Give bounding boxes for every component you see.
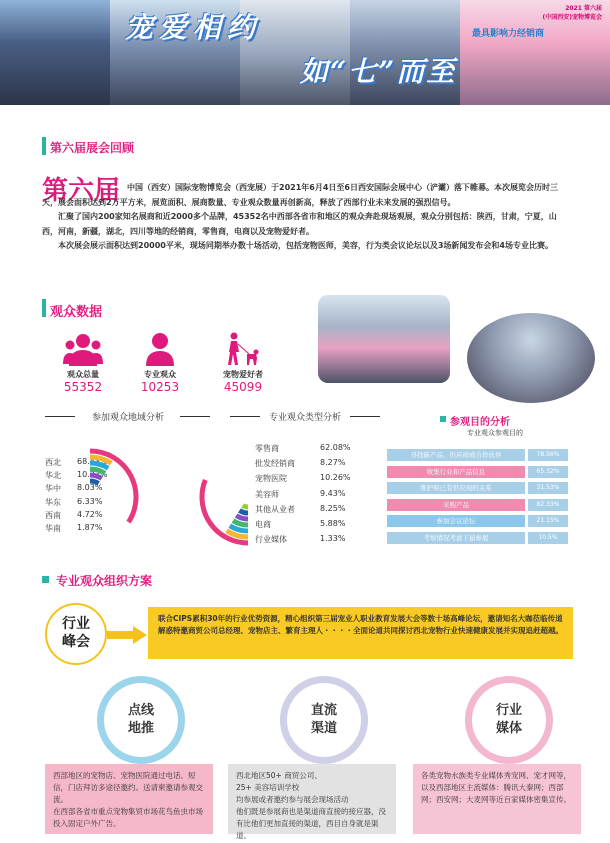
type-row-name: 其他从业者 (255, 504, 295, 514)
arc-segment (236, 516, 248, 519)
arc-segment (90, 475, 102, 478)
review-paragraph-3: 本次展会展示面积达到20000平米，现场同期举办数十场活动，包括宠物医师，美容，行为类会议论坛以及3场新闻发布会和4场专业比赛。 (58, 241, 553, 250)
region-row-pct: 1.87% (77, 523, 103, 532)
heading-marker (42, 137, 46, 155)
channel-label-line1: 点线 (127, 703, 154, 718)
type-row-pct: 62.08% (320, 443, 351, 452)
channel-label-line2: 渠道 (310, 721, 337, 736)
region-row-pct: 68.43% (77, 457, 108, 466)
stat-value-pet-lovers: 45099 (223, 380, 263, 394)
channel-circle (104, 683, 178, 757)
region-row-name: 西南 (45, 510, 61, 520)
purpose-pct: 65.32% (528, 466, 568, 478)
type-row-name: 电商 (255, 520, 271, 529)
region-row-name: 华中 (45, 484, 61, 494)
review-big-title: 第六届 (42, 176, 121, 206)
heading-marker (42, 576, 49, 583)
title-rule (230, 416, 260, 417)
channel-description: 西部地区的宠物店、宠物医院通过电话、短信，门店拜访多途径邀约。送请柬邀请参观交流。 在西部各省市重点宠物集贸市场花鸟鱼虫市场投入固定户外广告。 (45, 764, 213, 834)
type-arc-chart (178, 447, 248, 547)
channel-label-line2: 地推 (127, 721, 154, 736)
region-row-pct: 6.33% (77, 496, 103, 506)
type-row-pct: 1.33% (320, 534, 346, 544)
purpose-subtitle: 专业观众参观目的 (467, 429, 523, 437)
arc-segment (90, 481, 99, 483)
stat-label-pet-lovers: 宠物爱好者 (223, 370, 263, 379)
slogan-bottom: 如“七”而至 (300, 55, 457, 88)
channel-label-line1: 直流 (310, 703, 337, 718)
expo-sign: 2021 第六届 (中国西安)宠物博览会 (542, 5, 602, 21)
group-icon (63, 332, 103, 366)
arrow-right-icon (107, 626, 147, 644)
region-arc-chart (90, 447, 160, 547)
slogan-top: 宠爱相约 (125, 11, 262, 44)
type-row-pct: 10.26% (320, 473, 351, 483)
purpose-pct: 78.56% (528, 449, 568, 461)
type-row-name: 行业媒体 (255, 535, 287, 545)
type-row-name: 宠物医院 (255, 474, 287, 484)
region-row-pct: 4.72% (77, 509, 103, 519)
purpose-bar: 收集行业和产品信息 (387, 466, 525, 478)
purpose-bar: 采购产品 (387, 499, 525, 511)
crowd-photo-left (0, 0, 110, 105)
purpose-bar: 寻找新产品、供应商或合作伙伴 (387, 449, 525, 461)
section-heading-audience: 观众数据 (50, 305, 103, 320)
region-row-pct: 10.27% (77, 470, 108, 480)
region-row-name: 华东 (45, 497, 61, 507)
purpose-pct: 21.15% (528, 515, 568, 527)
stat-value-total: 55352 (63, 380, 103, 394)
title-rule (180, 416, 210, 417)
type-row-name: 美容师 (255, 489, 279, 499)
type-row-pct: 5.88% (320, 519, 346, 528)
region-row-pct: 8.03% (77, 483, 103, 493)
banner-photo (0, 0, 610, 105)
summit-label: 行业峰会 (62, 616, 90, 650)
purpose-heading: 参观目的分析 (450, 417, 510, 428)
summit-circle (45, 603, 107, 665)
region-row-name: 华北 (45, 471, 61, 481)
purpose-bar: 考察情况考虑下届参展 (387, 532, 525, 544)
type-row-name: 批发经销商 (255, 459, 295, 469)
purpose-pct: 10.5% (528, 532, 568, 544)
purpose-bar: 参加会议论坛 (387, 515, 525, 527)
type-row-pct: 9.43% (320, 488, 346, 498)
type-row-pct: 8.25% (320, 503, 346, 513)
expo-sign-slogan: 最具影响力经销商 (472, 29, 545, 39)
channel-circle (472, 683, 546, 757)
title-rule (45, 416, 75, 417)
stat-label-total: 观众总量 (67, 370, 99, 379)
walking-dog-icon (225, 332, 259, 366)
type-row-pct: 8.27% (320, 458, 346, 468)
expo-crowd-photo (318, 295, 450, 383)
heading-marker (440, 416, 446, 422)
review-paragraph-2: 汇聚了国内200家知名展商和近2000多个品牌，45352名中西部各省市和地区的观众奔赴现场观展，观众分别包括：陕西，甘肃，宁夏，山西，河南，新疆，湖北，四川等地的经销商，零售商，电商以及宠物爱好者。 (42, 212, 557, 236)
channel-description: 各类宠物水族类专业媒体秀宠网、宠才网等，以及西部地区主流媒体：腾讯大秦网；西部网；西安网；大麦网等近百家媒体密集宣传。 (413, 764, 581, 834)
channel-circle (287, 683, 361, 757)
expo-hall-photo (467, 313, 595, 403)
channel-label-line1: 行业 (495, 703, 522, 718)
summit-description: 联合CIPS累积30年的行业优势资源，精心组织第三届宠业人职业教育发展大会等数十场高峰论坛，邀请知名大咖莅临传道解惑特邀商贸公司总经理、宠物店主、繁育主理人・・・・全面论道共同探讨西北宠物行业快速健康发展并实现追赶超越。 (148, 607, 573, 659)
person-icon (146, 332, 174, 366)
heading-marker (42, 299, 46, 317)
section-heading-review: 第六届展会回顾 (50, 141, 135, 155)
award-stage-photo (460, 0, 610, 105)
region-chart-title: 参加观众地域分析 (91, 413, 164, 423)
purpose-pct: 82.33% (528, 499, 568, 511)
title-rule (350, 416, 380, 417)
region-row-name: 西北 (45, 458, 61, 467)
channel-description: 西北地区50+ 商贸公司、 25+ 美容培训学校 均参展或者邀约参与展会现场活动 他们既是参展商也是渠道商直接的接应器，没有比他们更加直接的渠道，西目自身就是渠道。 (228, 764, 396, 834)
purpose-pct: 31.53% (528, 482, 568, 494)
region-row-name: 华南 (45, 524, 61, 533)
review-paragraph-1: 中国（西安）国际宠物博览会（西宠展）于2021年6月4日至6日西安国际会展中心（浐灞）落下帷幕。本次展览会历时三天，展会面积达到2万平方米，展览面积、展商数量、专业观众数量再创新高，释放了西部行业未来发展的强烈信号。 (42, 183, 558, 207)
section-heading-org: 专业观众组织方案 (56, 574, 153, 588)
channel-label-line2: 媒体 (495, 721, 522, 736)
purpose-bar: 维护和已有供应商的关系 (387, 482, 525, 494)
arc-segment (239, 511, 248, 513)
stat-label-professional: 专业观众 (144, 370, 176, 379)
stat-value-professional: 10253 (140, 380, 180, 394)
type-row-name: 零售商 (255, 444, 279, 453)
arc-segment (243, 505, 248, 507)
type-chart-title: 专业观众类型分析 (268, 413, 341, 423)
